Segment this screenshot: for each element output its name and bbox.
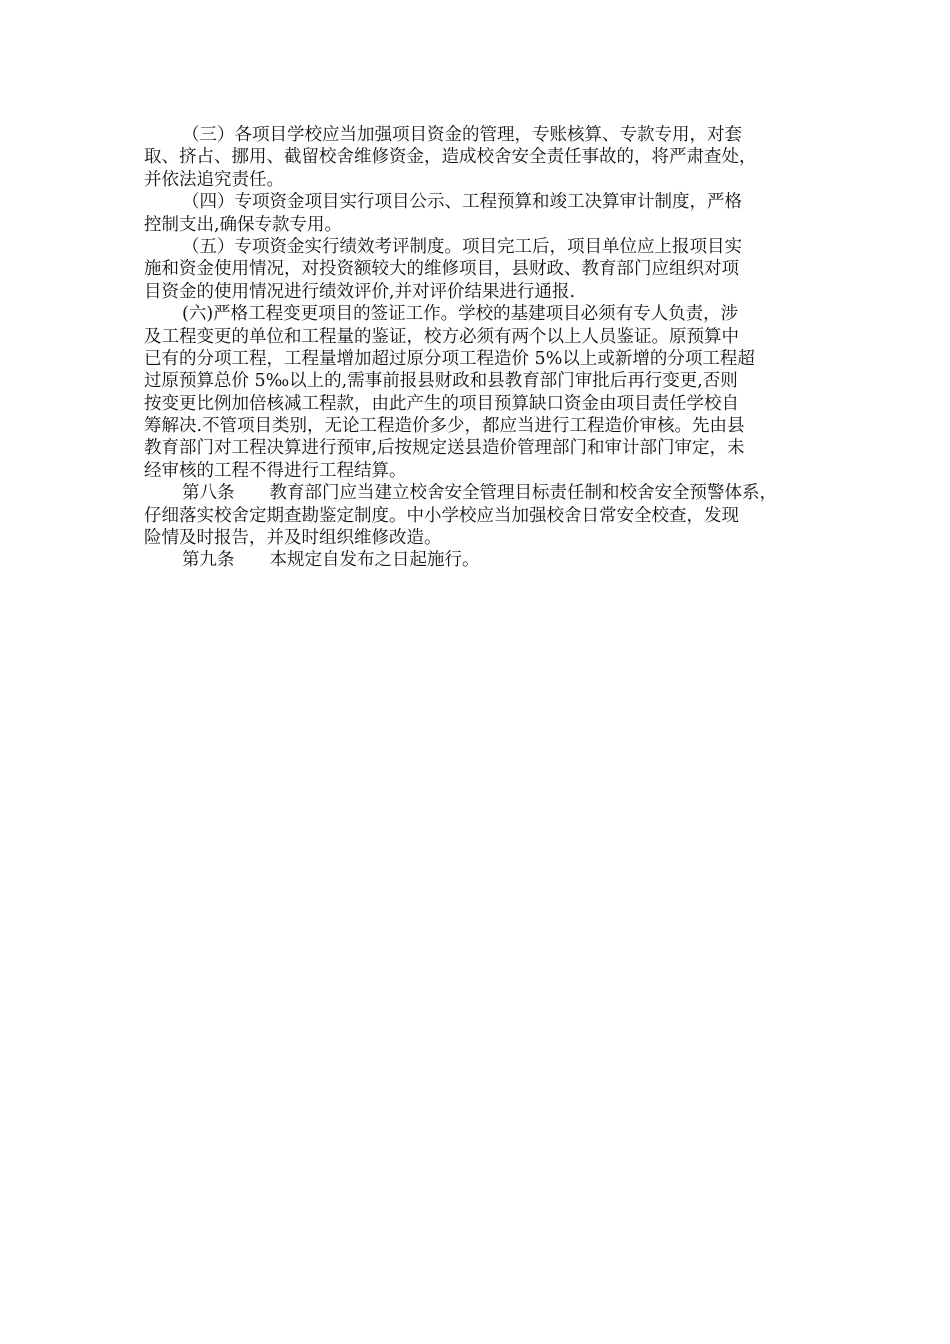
text-line: 取、挤占、挪用、截留校舍维修资金，造成校舍安全责任事故的，将严肃查处， <box>144 147 757 168</box>
text-line: 控制支出,确保专款专用。 <box>144 214 343 235</box>
text-line: 并依法追究责任。 <box>144 169 284 190</box>
text-line: 及工程变更的单位和工程量的鉴证，校方必须有两个以上人员鉴证。原预算中 <box>144 326 739 347</box>
paragraph-3-fund-management <box>144 124 834 191</box>
article-8-safety-responsibility <box>144 482 834 549</box>
text-line: (六)严格工程变更项目的签证工作。学校的基建项目必须有专人负责，涉 <box>182 304 739 325</box>
text-line: 第九条 本规定自发布之日起施行。 <box>182 550 480 571</box>
text-line: 目资金的使用情况进行绩效评价,并对评价结果进行通报. <box>144 281 576 302</box>
text-line: （四）专项资金项目实行项目公示、工程预算和竣工决算审计制度，严格 <box>182 192 742 213</box>
text-line: 仔细落实校舍定期查勘鉴定制度。中小学校应当加强校舍日常安全校查，发现 <box>144 505 739 526</box>
text-line: 已有的分项工程，工程量增加超过原分项工程造价 5%以上或新增的分项工程超 <box>144 348 755 369</box>
text-line: 经审核的工程不得进行工程结算。 <box>144 460 407 481</box>
text-line: 第八条 教育部门应当建立校舍安全管理目标责任制和校舍安全预警体系， <box>182 483 777 504</box>
text-line: 过原预算总价 5‰以上的,需事前报县财政和县教育部门审批后再行变更,否则 <box>144 371 738 392</box>
paragraph-5-performance-evaluation <box>144 236 834 303</box>
text-line: 施和资金使用情况，对投资额较大的维修项目，县财政、教育部门应组织对项 <box>144 259 739 280</box>
text-line: （三）各项目学校应当加强项目资金的管理，专账核算、专款专用，对套 <box>182 125 742 145</box>
text-line: （五）专项资金实行绩效考评制度。项目完工后，项目单位应上报项目实 <box>182 236 742 257</box>
article-9-effective-date <box>144 549 834 571</box>
paragraph-6-change-verification <box>144 303 834 482</box>
document-body <box>144 124 834 572</box>
text-line: 教育部门对工程决算进行预审,后按规定送县造价管理部门和审计部门审定，未 <box>144 438 745 459</box>
text-line: 筹解决.不管项目类别，无论工程造价多少，都应当进行工程造价审核。先由县 <box>144 416 745 437</box>
paragraph-4-audit-system <box>144 191 834 236</box>
text-line: 按变更比例加倍核减工程款，由此产生的项目预算缺口资金由项目责任学校自 <box>144 393 739 414</box>
text-line: 险情及时报告，并及时组织维修改造。 <box>144 528 442 549</box>
